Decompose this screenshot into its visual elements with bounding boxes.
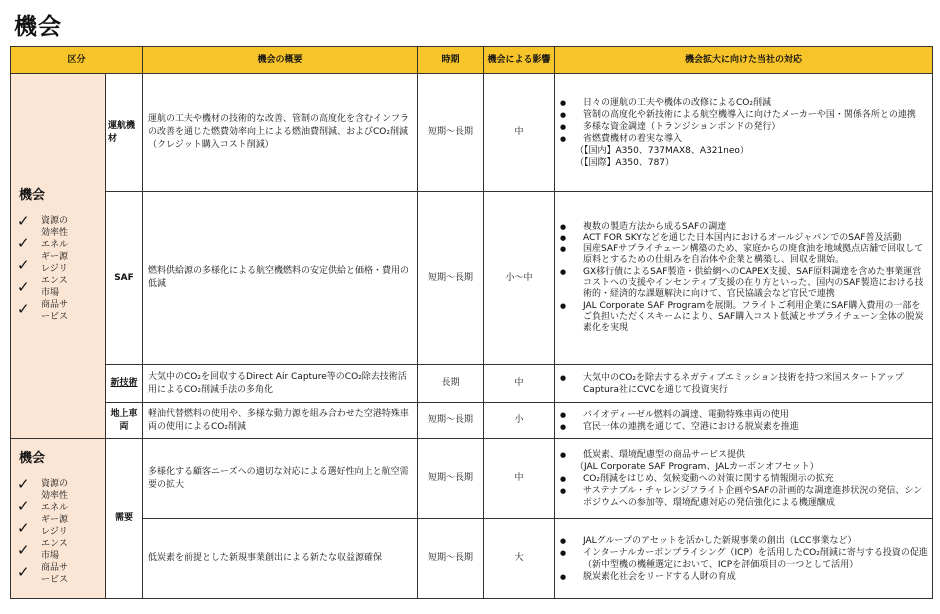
summary-cell: 大気中のCO₂を回収するDirect Air Capture等のCO₂除去技術活用によるCO₂削減手法の多角化 <box>143 365 418 403</box>
category-type: ービス <box>41 312 69 322</box>
summary-cell: 低炭素を前提とした新規事業創出による新たな収益源確保 <box>143 519 418 599</box>
check-icon: ✓ <box>17 234 30 252</box>
impact-cell: 中 <box>484 74 555 192</box>
action-item: ● 複数の製造方法から成るSAFの調達 <box>557 222 929 233</box>
action-item: ● 脱炭素化社会をリードする人財の育成 <box>557 571 929 583</box>
category-type: エネル <box>41 240 69 250</box>
action-item: ● ACT FOR SKYなどを通じた日本国内におけるオールジャパンでのSAF普及活動 <box>557 233 929 244</box>
actions-cell <box>555 365 933 403</box>
category-type: 効率性 <box>41 490 69 501</box>
action-item: ● 日々の運航の工夫や機体の改修によるCO₂削減 <box>557 97 929 109</box>
category-type: 商品サ <box>41 300 69 310</box>
period-cell: 長期 <box>418 365 484 403</box>
action-item: ● サステナブル・チャレンジフライト企画やSAFの計画的な調達進捗状況の発信、シンポジウムへの参加等、環境配慮対応の発信強化による機運醸成 <box>557 485 929 509</box>
category-cell <box>11 74 106 439</box>
check-icon: ✓ <box>17 256 30 274</box>
category-cell <box>11 439 106 599</box>
action-item: ● CO₂削減をはじめ、気候変動への対策に関する情報開示の拡充 <box>557 473 929 485</box>
table-header-row <box>11 47 933 74</box>
actions-cell <box>555 439 933 519</box>
impact-cell: 中 <box>484 365 555 403</box>
action-item: ● 管制の高度化や新技術による航空機導入に向けたメーカーや国・関係各所との連携 <box>557 109 929 121</box>
check-icon: ✓ <box>17 540 30 559</box>
impact-cell: 小～中 <box>484 192 555 365</box>
check-icon: ✓ <box>17 562 30 581</box>
summary-cell: 運航の工夫や機材の技術的な改善、管制の高度化を含むインフラの改善を通じた燃費効率向上による燃油費削減、およびCO₂削減（クレジット購入コスト削減） <box>143 74 418 192</box>
summary-cell: 多様化する顧客ニーズへの適切な対応による選好性向上と航空需要の拡大 <box>143 439 418 519</box>
check-icon: ✓ <box>17 518 30 537</box>
table-row <box>11 439 933 519</box>
actions-cell <box>555 519 933 599</box>
page-title: 機会 <box>14 14 62 40</box>
action-item: ● 低炭素、環境配慮型の商品サービス提供 <box>557 449 929 461</box>
category-type: ギー源 <box>41 252 69 262</box>
summary-cell: 軽油代替燃料の使用や、多様な動力源を組み合わせた空港特殊車両の使用によるCO₂削減 <box>143 403 418 439</box>
category-type: 商品サ <box>41 562 69 573</box>
action-item: ● GX移行債によるSAF製造・供給網へのCAPEX支援、SAF原料調達を含めた事業運営コストへの支援やインセンティブ支援の在り方といった、国内のSAF製造における技術的・経済的な課題解決に向けて、官民協議会など官民で連携 <box>557 267 929 301</box>
action-item: ● 官民一体の連携を通じて、空港における脱炭素を推進 <box>557 421 929 433</box>
impact-cell: 大 <box>484 519 555 599</box>
opportunities-table <box>10 46 933 599</box>
action-note: （JAL Corporate SAF Program、JALカーボンオフセット） <box>575 461 819 472</box>
action-item: ● JALグループのアセットを活かした新規事業の創出（LCC事業など） <box>557 535 929 547</box>
check-icon: ✓ <box>17 278 30 296</box>
action-item: ● 多様な資金調達（トランジションボンドの発行） <box>557 121 929 133</box>
actions-cell <box>555 403 933 439</box>
category-type: レジリ <box>41 264 68 274</box>
impact-cell: 小 <box>484 403 555 439</box>
header-period: 時期 <box>418 47 484 74</box>
category-type: レジリ <box>41 526 68 537</box>
category-type: 市場 <box>41 288 60 298</box>
period-cell: 短期～長期 <box>418 192 484 365</box>
category-type: ギー源 <box>41 514 69 525</box>
subcategory-cell: SAF <box>106 192 143 365</box>
table-row <box>11 365 933 403</box>
table-row <box>11 403 933 439</box>
subcategory-cell: 需要 <box>106 439 143 599</box>
subcategory-cell: 地上車両 <box>106 403 143 439</box>
header-actions: 機会拡大に向けた当社の対応 <box>555 47 933 74</box>
summary-cell: 燃料供給源の多様化による航空機燃料の安定供給と価格・費用の低減 <box>143 192 418 365</box>
category-type: 資源の <box>41 478 69 489</box>
period-cell: 短期～長期 <box>418 439 484 519</box>
header-impact: 機会による影響 <box>484 47 555 74</box>
action-note: （【国内】A350、737MAX8、A321neo） <box>575 145 749 156</box>
header-category: 区分 <box>11 47 143 74</box>
header-summary: 機会の概要 <box>143 47 418 74</box>
check-icon: ✓ <box>17 212 30 230</box>
action-item: ● JAL Corporate SAF Programを展開。フライトご利用企業にSAF購入費用の一部をご負担いただくスキームにより、SAF購入コスト低減とサプライチェーン全体の脱炭素化を実現 <box>557 301 929 335</box>
category-type: エンス <box>41 538 68 549</box>
category-type: エネル <box>41 502 69 513</box>
subcategory-cell: 運航機材 <box>106 74 143 192</box>
action-note: （【国際】A350、787） <box>575 157 675 168</box>
category-type: エンス <box>41 276 68 286</box>
period-cell: 短期～長期 <box>418 403 484 439</box>
category-type: 市場 <box>41 550 60 561</box>
action-item: ● 国産SAFサプライチェーン構築のため、家庭からの廃食油を地域拠点店舗で回収して原料とするための仕組みを自治体や企業と構築し、回収を開始。 <box>557 244 929 267</box>
table-row <box>11 192 933 365</box>
check-icon: ✓ <box>17 300 30 318</box>
category-type: 資源の <box>41 216 69 226</box>
action-item: ● バイオディーゼル燃料の調達、電動特殊車両の使用 <box>557 409 929 421</box>
category-title: 機会 <box>19 450 46 466</box>
impact-cell: 中 <box>484 439 555 519</box>
actions-cell <box>555 74 933 192</box>
subcategory-cell: 新技術 <box>106 365 143 403</box>
actions-cell <box>555 192 933 365</box>
table-row <box>11 519 933 599</box>
action-item: ● インターナルカーボンプライシング（ICP）を活用したCO₂削減に寄与する投資の促進（新中型機の機種選定において、ICPを評価項目の一つとして活用） <box>557 547 929 571</box>
category-type: 効率性 <box>41 228 69 238</box>
action-item: ● 省燃費機材の着実な導入 <box>557 133 929 145</box>
category-type: ービス <box>41 574 69 585</box>
table-row <box>11 74 933 192</box>
period-cell: 短期～長期 <box>418 74 484 192</box>
period-cell: 短期～長期 <box>418 519 484 599</box>
check-icon: ✓ <box>17 474 30 493</box>
check-icon: ✓ <box>17 496 30 515</box>
action-item: ● 大気中のCO₂を除去するネガティブエミッション技術を持つ米国スタートアップCaptura社にCVCを通じて投資実行 <box>557 372 929 396</box>
category-title: 機会 <box>19 188 46 203</box>
